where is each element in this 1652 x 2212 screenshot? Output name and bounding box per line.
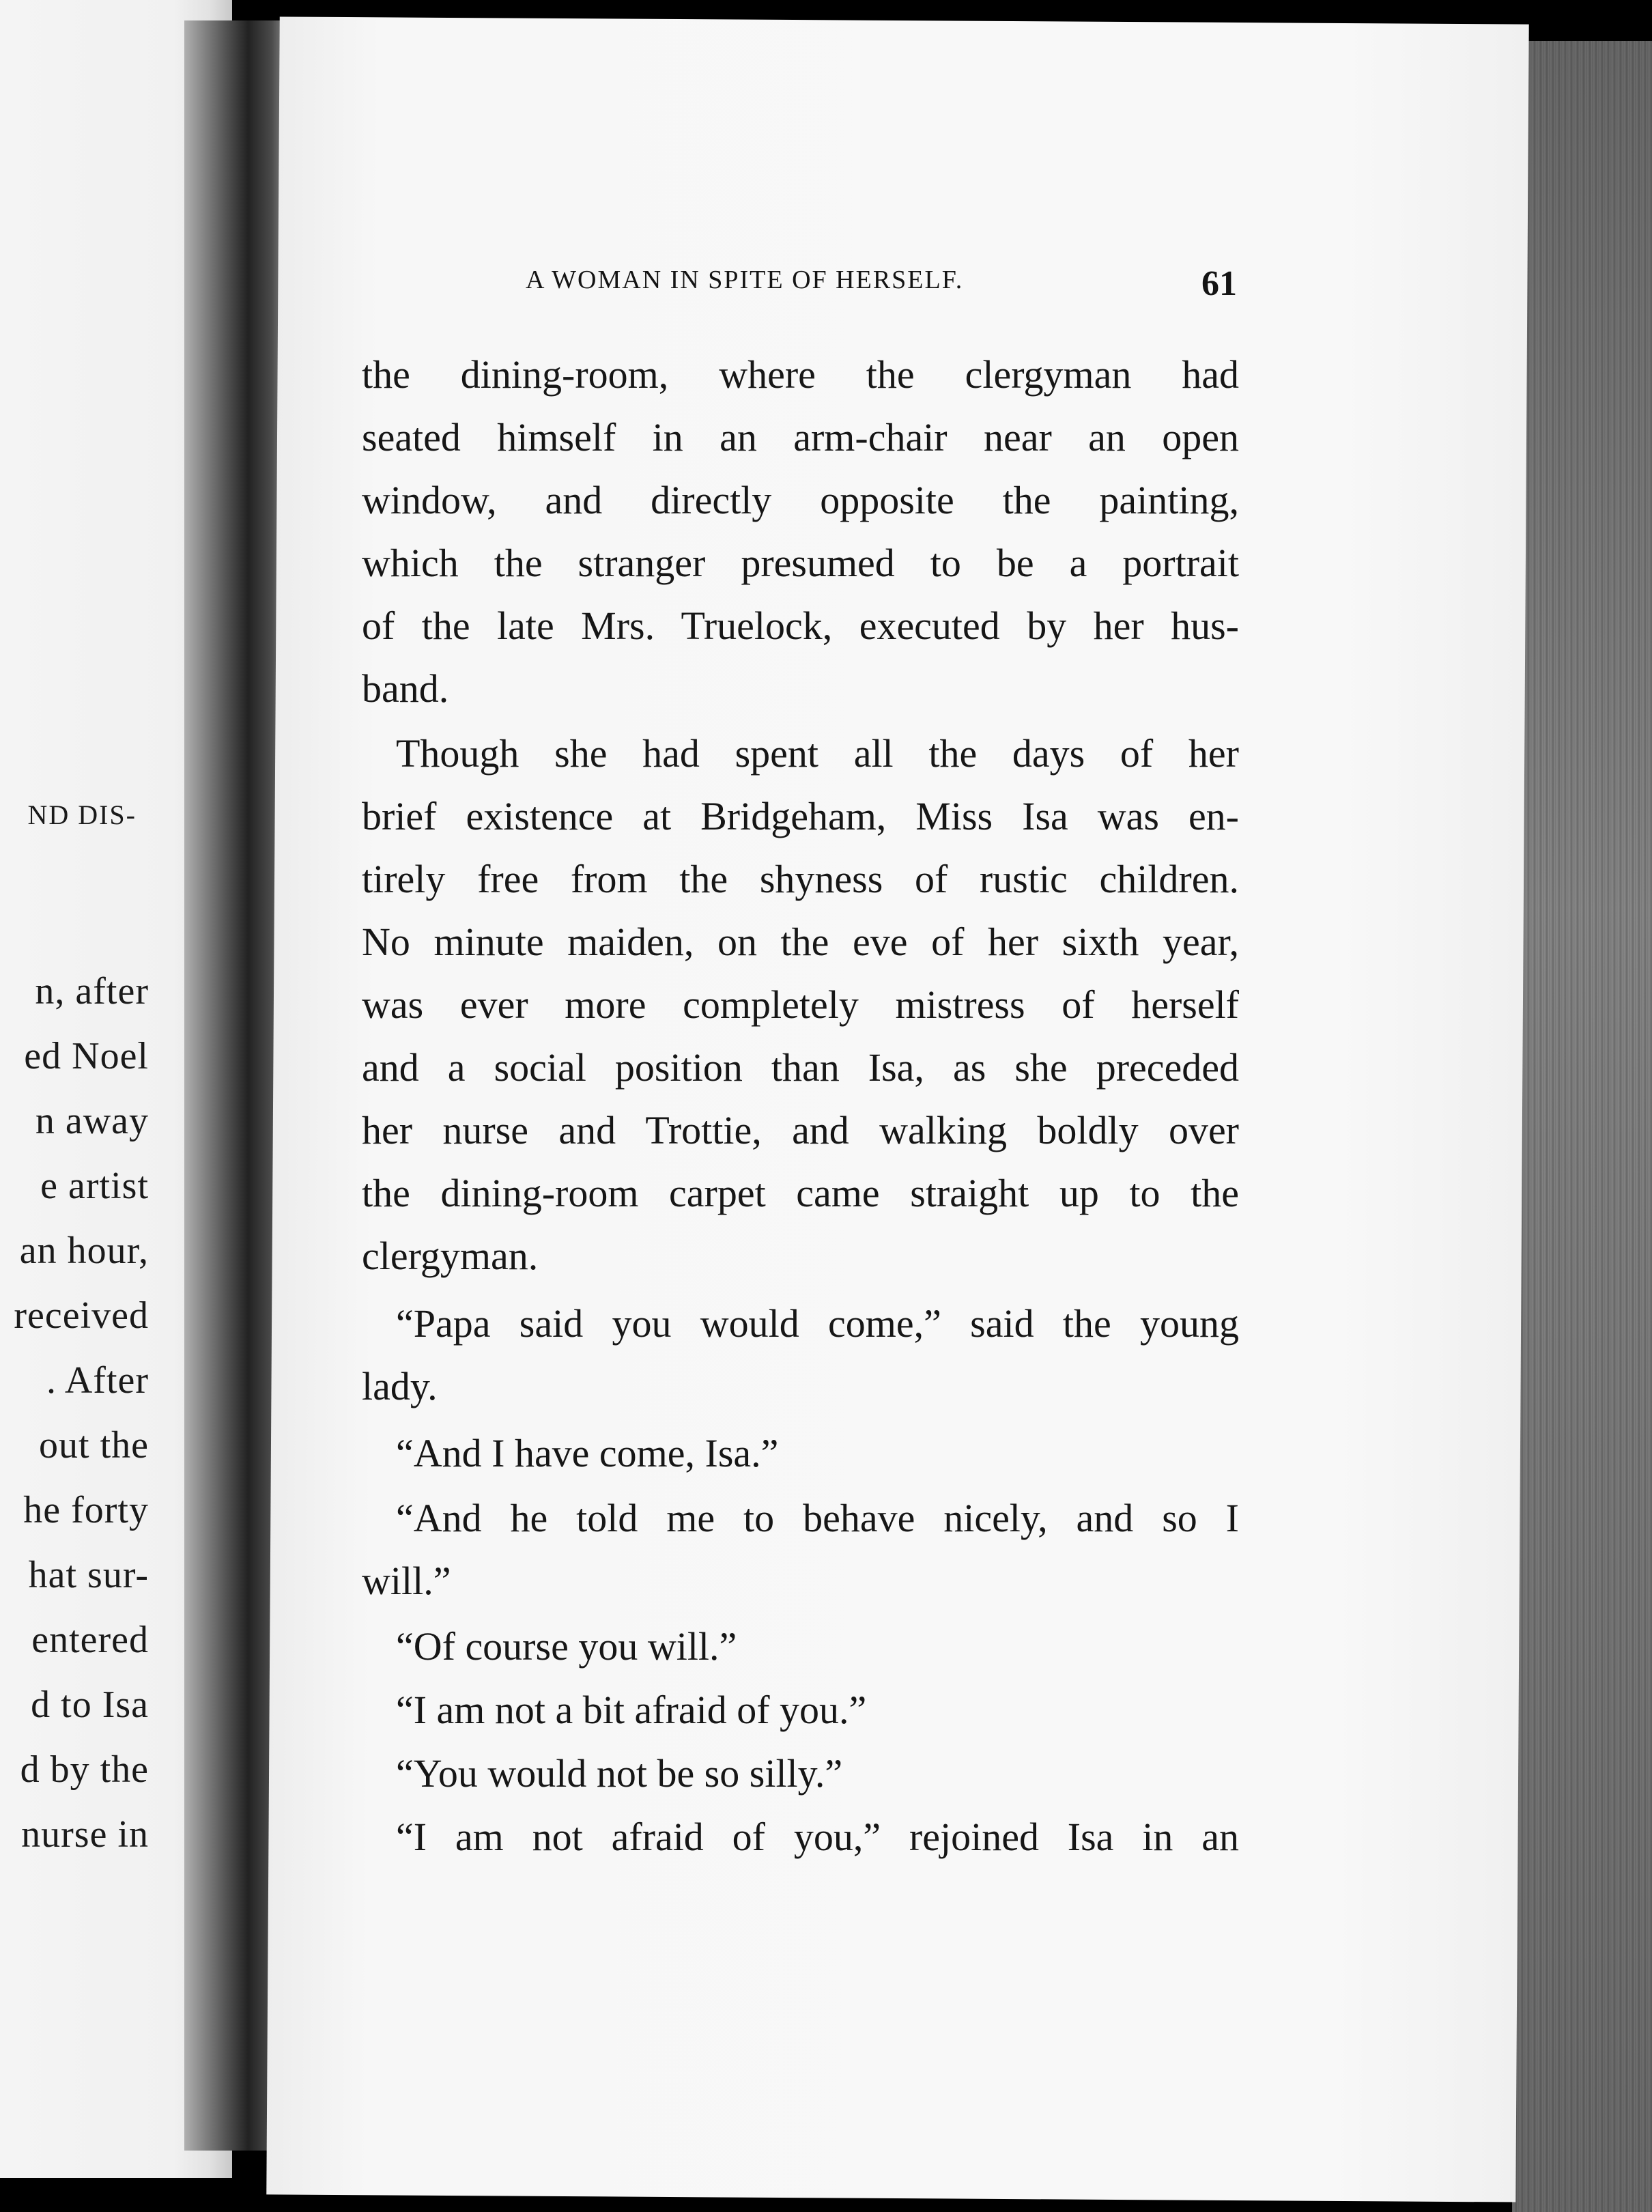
page-edges bbox=[1512, 41, 1652, 2212]
facing-page-line: n, after bbox=[35, 970, 149, 1012]
text-line: Though she had spent all the days of her bbox=[396, 731, 1239, 776]
running-head: A WOMAN IN SPITE OF HERSELF. bbox=[526, 266, 964, 294]
facing-page-line: d by the bbox=[20, 1748, 149, 1791]
text-line: clergyman. bbox=[362, 1234, 539, 1278]
facing-page-line: received bbox=[14, 1294, 149, 1337]
text-line: “You would not be so silly.” bbox=[396, 1751, 843, 1796]
facing-page-line: entered bbox=[31, 1619, 149, 1661]
text-line: No minute maiden, on the eve of her sixth year, bbox=[362, 920, 1239, 964]
text-line: which the stranger presumed to be a portrait bbox=[362, 541, 1239, 585]
text-line: “And I have come, Isa.” bbox=[396, 1431, 779, 1475]
text-line: will.” bbox=[362, 1559, 451, 1603]
text-line: band. bbox=[362, 666, 449, 711]
text-line: and a social position than Isa, as she preceded bbox=[362, 1045, 1239, 1090]
text-line: “Of course you will.” bbox=[396, 1624, 737, 1669]
text-line: “Papa said you would come,” said the young bbox=[396, 1301, 1239, 1346]
text-line: the dining-room carpet came straight up to the bbox=[362, 1171, 1239, 1215]
facing-page-line: hat sur- bbox=[28, 1554, 149, 1596]
text-line: lady. bbox=[362, 1364, 438, 1408]
text-line: tirely free from the shyness of rustic children. bbox=[362, 857, 1239, 901]
text-line: seated himself in an arm-chair near an open bbox=[362, 415, 1239, 459]
facing-page-line: he forty bbox=[23, 1489, 149, 1531]
text-line: was ever more completely mistress of herself bbox=[362, 982, 1239, 1027]
text-line: brief existence at Bridgeham, Miss Isa was en- bbox=[362, 794, 1239, 838]
facing-page-line: out the bbox=[39, 1424, 149, 1466]
facing-page-line: . After bbox=[46, 1359, 149, 1402]
facing-page-heading-fragment: ND DIS- bbox=[27, 799, 137, 830]
text-line: of the late Mrs. Truelock, executed by her hus- bbox=[362, 604, 1239, 648]
text-line: her nurse and Trottie, and walking boldly over bbox=[362, 1108, 1239, 1152]
facing-page-line: e artist bbox=[40, 1165, 149, 1207]
text-line: “I am not afraid of you,” rejoined Isa in an bbox=[396, 1815, 1239, 1859]
text-line: “And he told me to behave nicely, and so I bbox=[396, 1496, 1239, 1540]
facing-page-line: an hour, bbox=[19, 1230, 149, 1272]
text-line: window, and directly opposite the painting, bbox=[362, 478, 1239, 522]
facing-page-line: n away bbox=[35, 1100, 149, 1142]
facing-page-line: nurse in bbox=[21, 1813, 149, 1856]
page-number: 61 bbox=[1201, 264, 1237, 303]
facing-page-line: d to Isa bbox=[31, 1684, 149, 1726]
text-line: the dining-room, where the clergyman had bbox=[362, 352, 1239, 397]
facing-page-line: ed Noel bbox=[24, 1035, 149, 1077]
text-line: “I am not a bit afraid of you.” bbox=[396, 1688, 867, 1732]
